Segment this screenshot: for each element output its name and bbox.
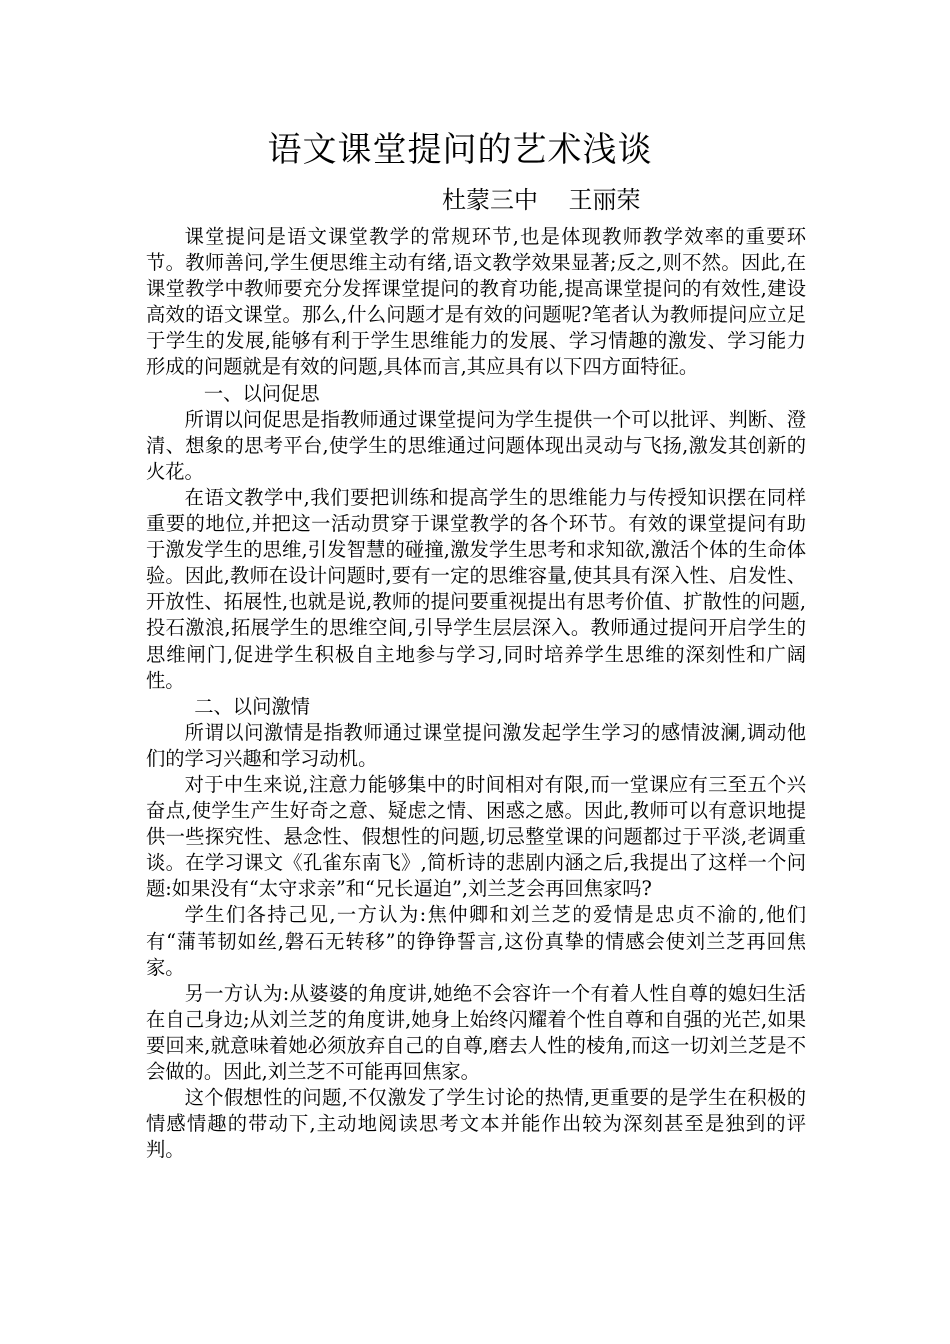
document-title: 语文课堂提问的艺术浅谈 <box>267 130 653 170</box>
paragraph-intro: 课堂提问是语文课堂教学的常规环节,也是体现教师教学效率的重要环节。教师善问,学生便思维主动有绪,语文教学效果显著;反之,则不然。因此,在课堂教学中教师要充分发挥课堂提问的教育功能,提高课堂提问的有效性,建设高效的语文课堂。那么,什么问题才是有效的问题呢?笔者认为教师提问应立足于学生的发展,能够有利于学生思维能力的发展、学习情趣的激发、学习能力形成的问题就是有效的问题,具体而言,其应具有以下四方面特征。 <box>146 225 806 379</box>
paragraph: 所谓以问促思是指教师通过课堂提问为学生提供一个可以批评、判断、澄清、想象的思考平台,使学生的思维通过问题体现出灵动与飞扬,激发其创新的火花。 <box>146 407 806 483</box>
section-heading-1: 一、以问促思 <box>203 381 320 405</box>
paragraph: 另一方认为:从婆婆的角度讲,她绝不会容许一个有着人性自尊的媳妇生活在自己身边;从刘兰芝的角度讲,她身上始终闪耀着个性自尊和自强的光芒,如果要回来,就意味着她必须放弃自己的自尊,磨去人性的棱角,而这一切刘兰芝是不会做的。因此,刘兰芝不可能再回焦家。 <box>146 981 806 1083</box>
section-heading-2: 二、以问激情 <box>194 694 310 718</box>
paragraph: 所谓以问激情是指教师通过课堂提问激发起学生学习的感情波澜,调动他们的学习兴趣和学习动机。 <box>146 720 806 770</box>
document-body <box>146 224 806 1163</box>
paragraph: 在语文教学中,我们要把训练和提高学生的思维能力与传授知识摆在同样重要的地位,并把这一活动贯穿于课堂教学的各个环节。有效的课堂提问有助于激发学生的思维,引发智慧的碰撞,激发学生思考和求知欲,激活个体的生命体验。因此,教师在设计问题时,要有一定的思维容量,使其具有深入性、启发性、开放性、拓展性,也就是说,教师的提问要重视提出有思考价值、扩散性的问题,投石激浪,拓展学生的思维空间,引导学生层层深入。教师通过提问开启学生的思维闸门,促进学生积极自主地参与学习,同时培养学生思维的深刻性和广阔性。 <box>146 485 806 692</box>
paragraph: 对于中生来说,注意力能够集中的时间相对有限,而一堂课应有三至五个兴奋点,使学生产生好奇之意、疑虑之情、困惑之感。因此,教师可以有意识地提供一些探究性、悬念性、假想性的问题,切忌整堂课的问题都过于平淡,老调重谈。在学习课文《孔雀东南飞》,简析诗的悲剧内涵之后,我提出了这样一个问题:如果没有“太守求亲”和“兄长逼迫”,刘兰芝会再回焦家吗? <box>146 772 806 901</box>
paragraph: 这个假想性的问题,不仅激发了学生讨论的热情,更重要的是学生在积极的情感情趣的带动下,主动地阅读思考文本并能作出较为深刻甚至是独到的评判。 <box>146 1086 806 1162</box>
author-byline: 杜蒙三中 王丽荣 <box>442 186 641 214</box>
paragraph: 学生们各持己见,一方认为:焦仲卿和刘兰芝的爱情是忠贞不渝的,他们有“蒲苇韧如丝,磐石无转移”的铮铮誓言,这份真挚的情感会使刘兰芝再回焦家。 <box>146 903 806 979</box>
